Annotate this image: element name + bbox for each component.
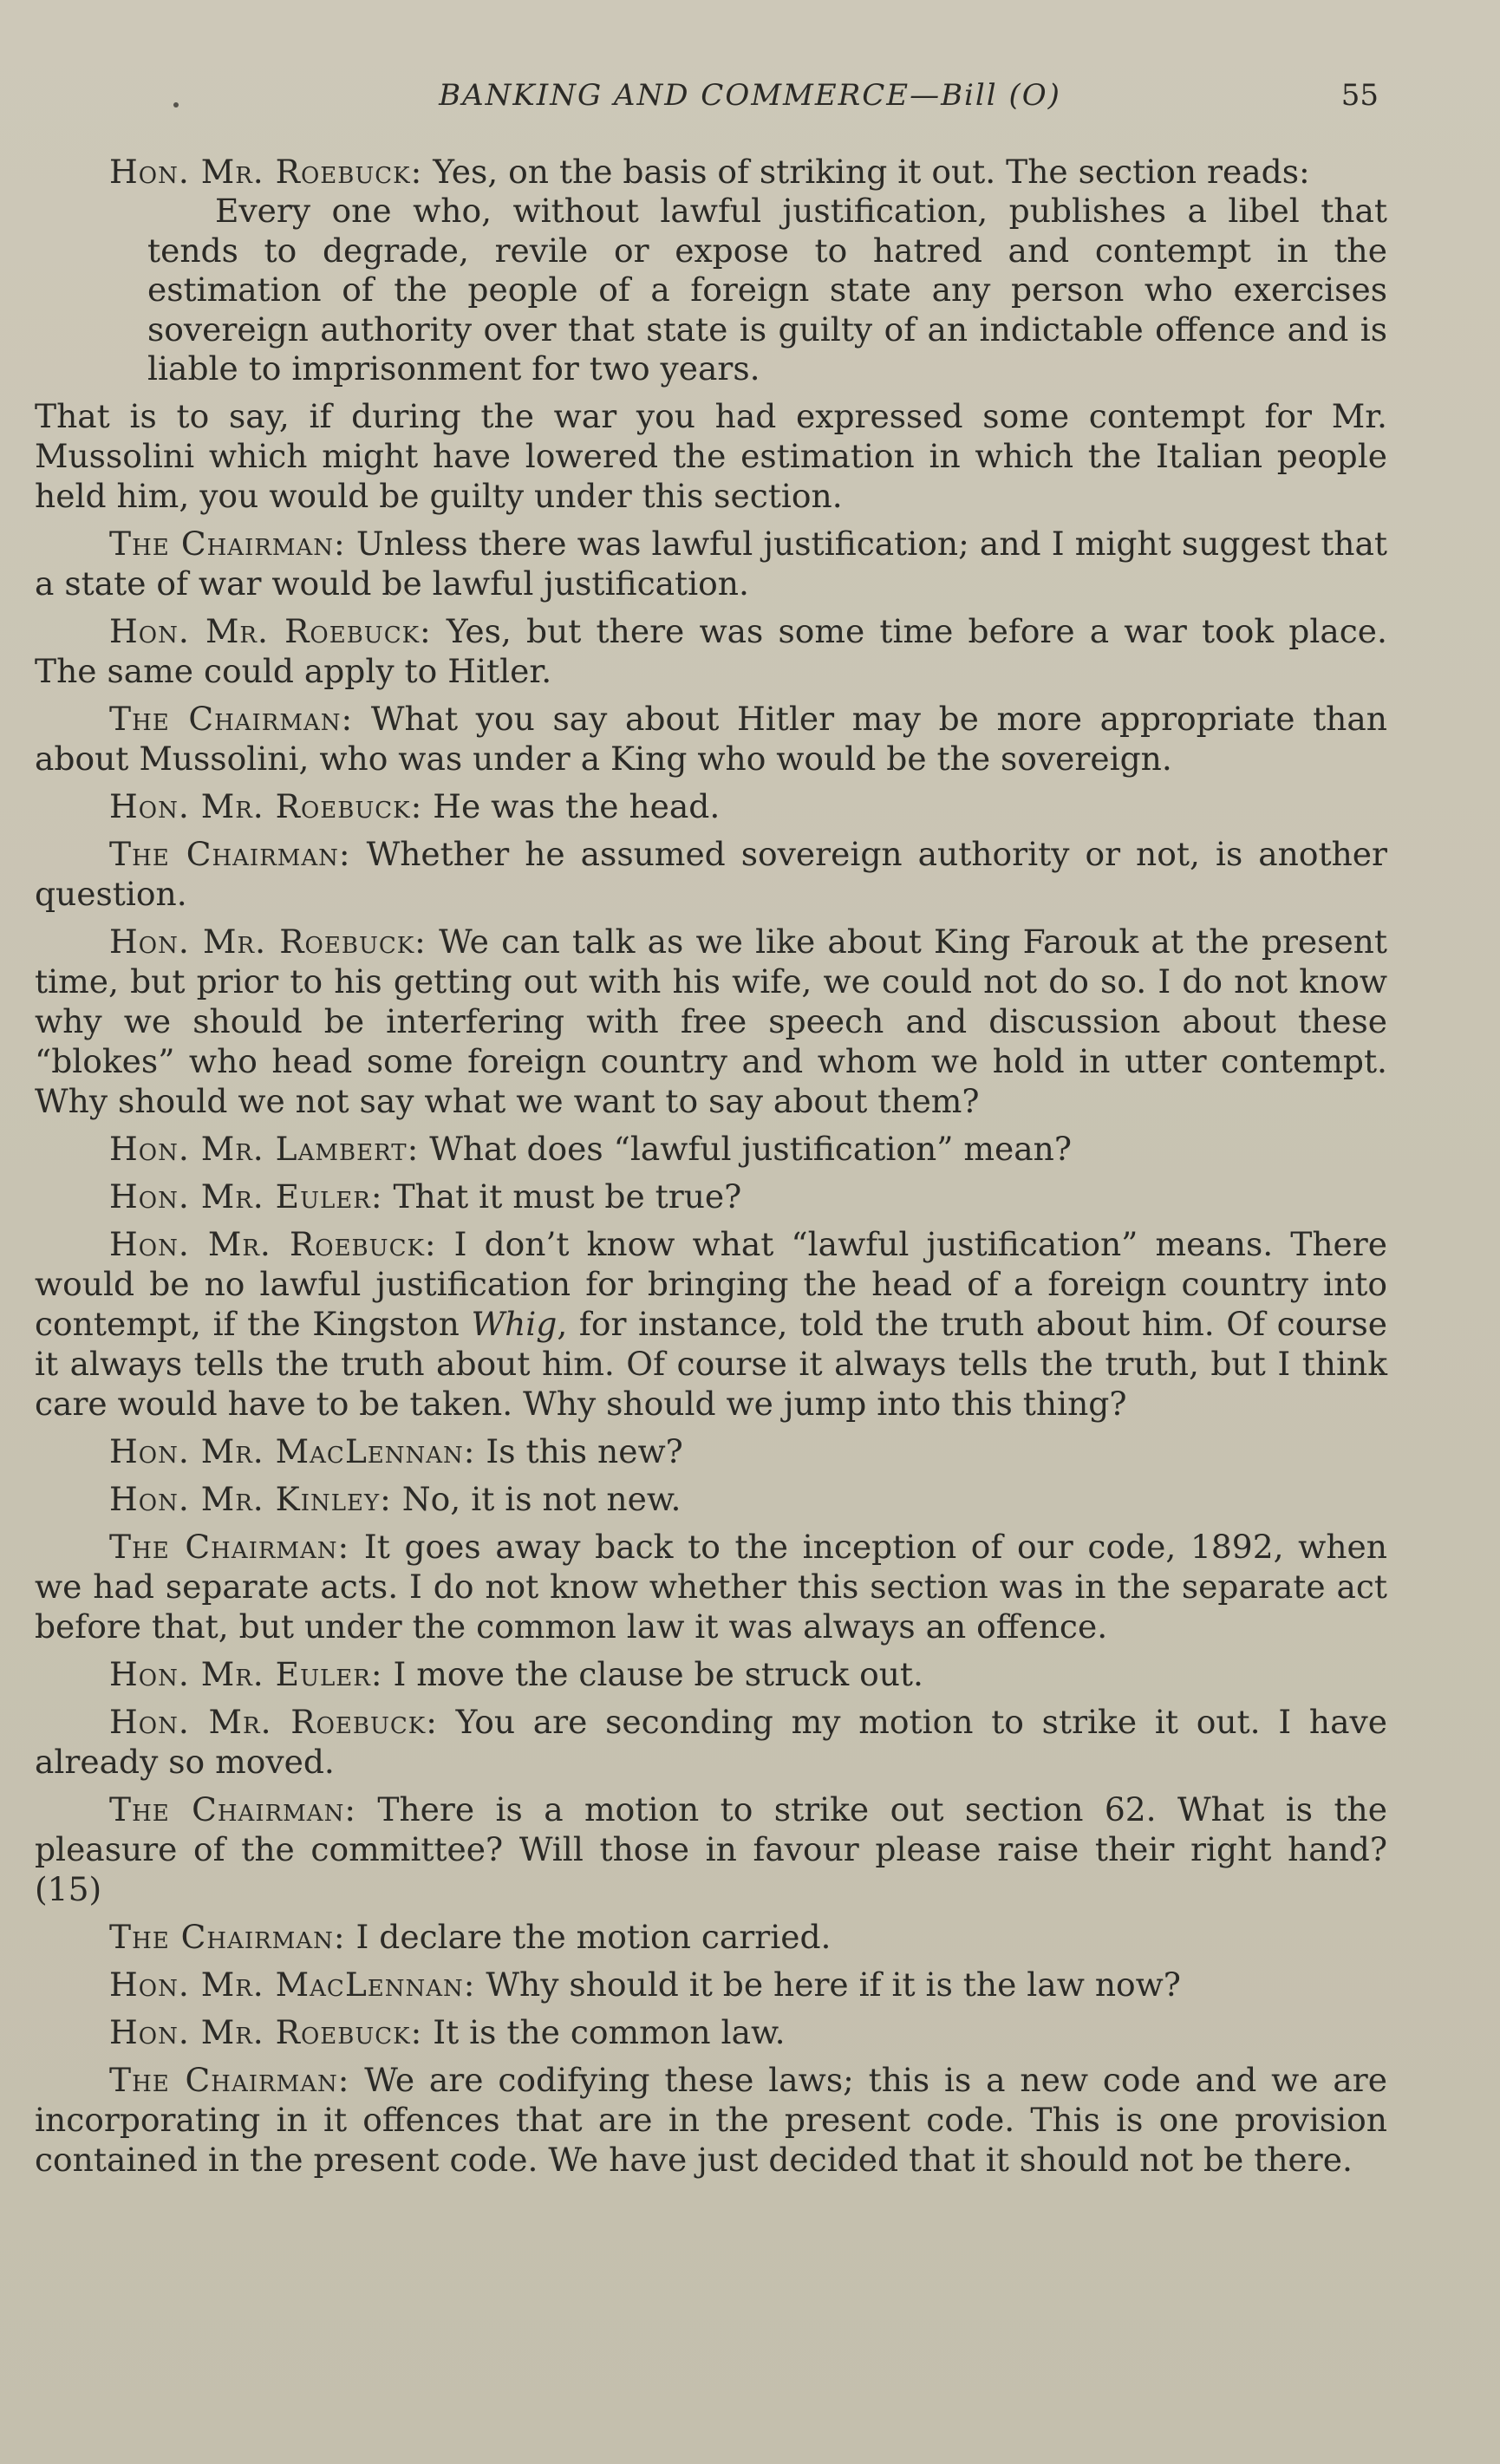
speech-text: Is this new? xyxy=(486,1431,683,1470)
speaker-name: The Chairman: xyxy=(109,524,346,563)
paragraph xyxy=(35,1917,1387,1957)
newspaper-title: Whig xyxy=(471,1304,558,1343)
speech-text: That it must be true? xyxy=(393,1177,742,1216)
paragraph xyxy=(35,2012,1387,2052)
speaker-name: The Chairman: xyxy=(109,1917,346,1956)
paragraph: That is to say, if during the war you had expressed some contempt for Mr. Mussolini which might have lowered the estimation in which the Italian people held him, you would be guilty under this section. xyxy=(35,396,1387,515)
paragraph xyxy=(35,699,1387,779)
speech-text: I move the clause be struck out. xyxy=(393,1654,923,1693)
paragraph xyxy=(35,1654,1387,1694)
speech-text: There is a motion to strike out section 62. What is the pleasure of the committee? Will those in favour please raise their right hand? (15) xyxy=(35,1789,1387,1908)
paragraph xyxy=(35,2060,1387,2180)
speaker-name: Hon. Mr. Lambert: xyxy=(109,1129,420,1168)
speech-text: It goes away back to the inception of our code, 1892, when we had separate acts. I do not know whether this section was in the separate act before that, but under the common law it was always an offence. xyxy=(35,1527,1387,1646)
speaker-name: Hon. Mr. Roebuck: xyxy=(109,786,423,825)
speaker-name: Hon. Mr. Roebuck: xyxy=(109,153,423,191)
paragraph xyxy=(35,152,1387,192)
speech-text: Yes, but there was some time before a war took place. The same could apply to Hitler. xyxy=(35,611,1387,690)
speaker-name: Hon. Mr. MacLennan: xyxy=(109,1965,476,2004)
speech-text: I don’t know what “lawful justification” means. There would be no lawful justification for bringing the head of a foreign country into contempt, if the Kingston xyxy=(35,1224,1387,1343)
speech-text: You are seconding my motion to strike it out. I have already so moved. xyxy=(35,1702,1387,1781)
speaker-name: Hon. Mr. Roebuck: xyxy=(109,922,427,961)
speech-text: No, it is not new. xyxy=(401,1479,682,1518)
paragraph xyxy=(35,1224,1387,1424)
speaker-name: Hon. Mr. Euler: xyxy=(109,1177,383,1216)
page-number: 55 xyxy=(1340,78,1379,113)
speech-text: What you say about Hitler may be more appropriate than about Mussolini, who was under a King who would be the sovereign. xyxy=(35,699,1387,778)
paragraph xyxy=(35,834,1387,914)
speech-text: What does “lawful justification” mean? xyxy=(429,1129,1072,1168)
speaker-name: Hon. Mr. Roebuck: xyxy=(109,1224,437,1263)
page-header xyxy=(0,78,1500,121)
block-quote: Every one who, without lawful justification, publishes a libel that tends to degrade, revile or expose to hatred and contempt in the estimation of the people of a foreign state any person who exercises sovereign authority over that state is guilty of an indictable offence and is liable to imprisonment for two years. xyxy=(147,192,1387,388)
speaker-name: The Chairman: xyxy=(109,1527,350,1566)
speech-text: We can talk as we like about King Farouk at the present time, but prior to his getting out with his wife, we could not do so. I do not know why we should be interfering with free speech and discussion about these “blokes” who head some foreign country and whom we hold in utter contempt. Why should we not say what we want to say about them? xyxy=(35,922,1387,1120)
speech-text: Why should it be here if it is the law now? xyxy=(486,1965,1181,2004)
paragraph xyxy=(35,1965,1387,2004)
speaker-name: The Chairman: xyxy=(109,2060,350,2099)
speech-text: Whether he assumed sovereign authority or not, is another question. xyxy=(35,834,1387,913)
paragraph xyxy=(35,1702,1387,1782)
speaker-name: Hon. Mr. Roebuck: xyxy=(109,611,432,650)
document-body xyxy=(35,152,1387,2187)
paragraph xyxy=(35,1431,1387,1471)
speech-text: I declare the motion carried. xyxy=(355,1917,832,1956)
paragraph xyxy=(35,1129,1387,1169)
speaker-name: Hon. Mr. Kinley: xyxy=(109,1479,392,1518)
paragraph xyxy=(35,524,1387,603)
speech-text: We are codifying these laws; this is a new code and we are incorporating in it offences that are in the present code. This is one provision contained in the present code. We have just decided that it should not be there. xyxy=(35,2060,1387,2179)
paragraph xyxy=(35,1177,1387,1216)
speaker-name: The Chairman: xyxy=(109,699,354,738)
paragraph xyxy=(35,1789,1387,1909)
speaker-name: The Chairman: xyxy=(109,834,351,873)
paragraph xyxy=(35,922,1387,1121)
speaker-name: Hon. Mr. Roebuck: xyxy=(109,1702,438,1741)
paragraph xyxy=(35,1527,1387,1646)
speaker-name: Hon. Mr. Euler: xyxy=(109,1654,383,1693)
running-title: BANKING AND COMMERCE—Bill (O) xyxy=(439,78,1061,113)
speech-text: Yes, on the basis of striking it out. The section reads: xyxy=(433,153,1310,191)
speech-text: Unless there was lawful justification; and I might suggest that a state of war would be lawful justification. xyxy=(35,524,1387,603)
speech-text: It is the common law. xyxy=(433,2012,786,2051)
speaker-name: The Chairman: xyxy=(109,1789,356,1828)
speech-text: He was the head. xyxy=(433,786,721,825)
paragraph xyxy=(35,1479,1387,1519)
paragraph xyxy=(35,786,1387,826)
speaker-name: Hon. Mr. Roebuck: xyxy=(109,2012,423,2051)
speaker-name: Hon. Mr. MacLennan: xyxy=(109,1431,476,1470)
paragraph xyxy=(35,611,1387,691)
speech-text: , for instance, told the truth about him. Of course it always tells the truth about him. Of course it always tells the truth, but I think care would have to be taken. Why should we jump into this thing? xyxy=(35,1304,1387,1423)
